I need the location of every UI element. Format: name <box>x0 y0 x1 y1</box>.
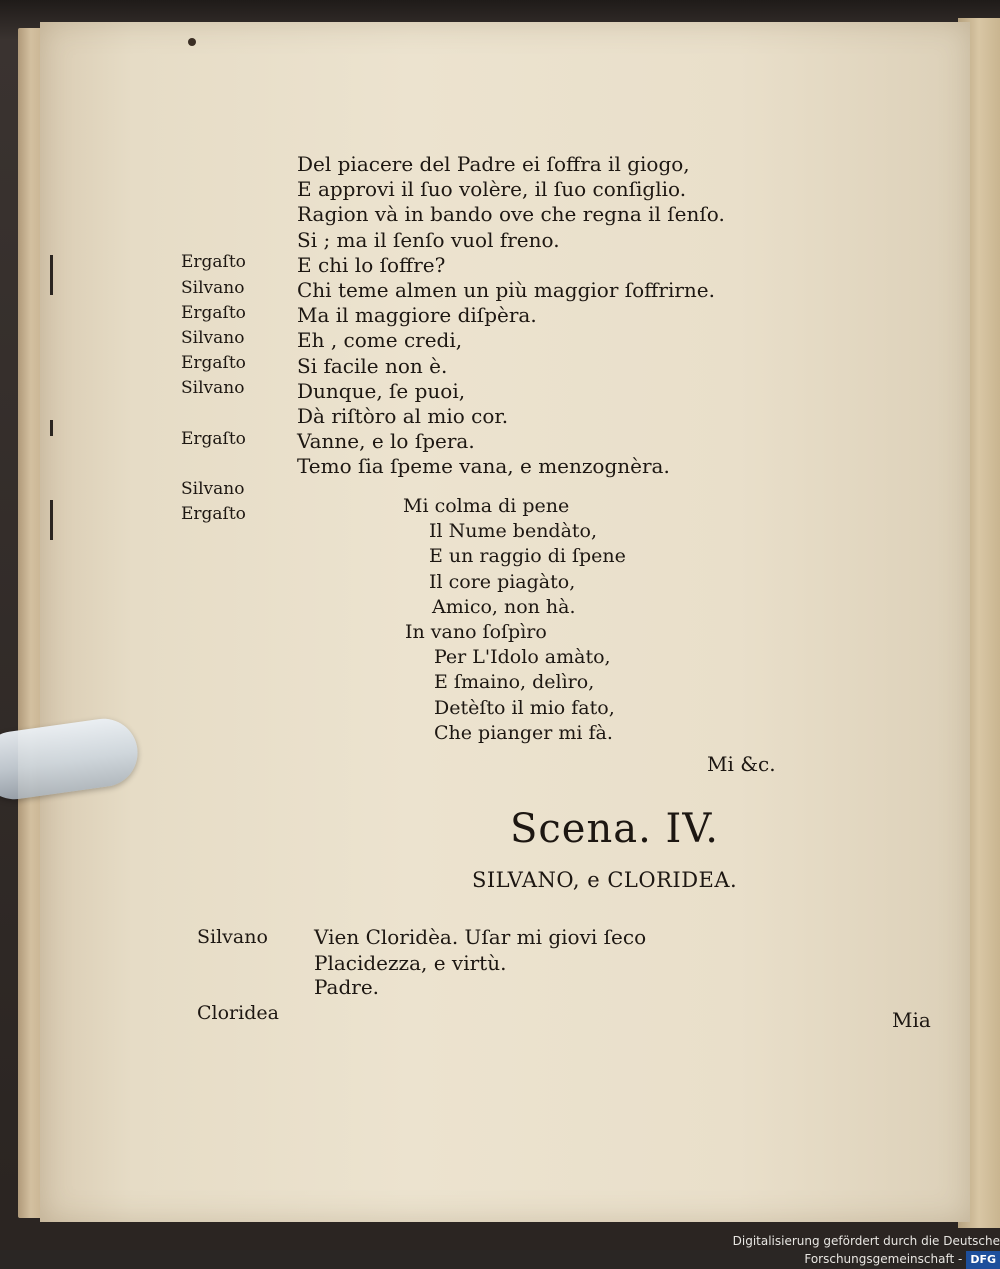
dialogue-line: E approvi il ſuo volère, il ſuo conſiglio. <box>297 177 687 202</box>
aria-line: In vano ſoſpìro <box>405 621 547 643</box>
dialogue-line: Si facile non è. <box>297 353 448 378</box>
dialogue-line: Padre. <box>314 975 380 999</box>
aria-line: E un raggio di ſpene <box>429 545 626 568</box>
scene-characters: SILVANO, e CLORIDEA. <box>472 868 738 892</box>
dialogue-line: Eh , come credi, <box>297 328 463 353</box>
aria-line: Amico, non hà. <box>432 595 576 618</box>
aria-repeat-marker: Mi &c. <box>707 752 776 776</box>
dialogue-line: Dunque, ſe puoi, <box>297 378 466 403</box>
catchword: Mia <box>892 1008 931 1032</box>
margin-marks <box>50 30 70 930</box>
speaker-label: Ergaſto <box>181 252 246 273</box>
speaker-label: Cloridea <box>197 1002 279 1024</box>
footer-credit <box>580 1232 1000 1266</box>
aria-line: Che pianger mi fà. <box>434 721 613 744</box>
dialogue-line: Temo ſia ſpeme vana, e menzognèra. <box>297 454 670 479</box>
footer-text: Digitalisierung gefördert durch die Deutsche Forschungsgemeinschaft - <box>732 1234 1000 1266</box>
speaker-label: Silvano <box>181 378 245 399</box>
dfg-logo: DFG <box>966 1251 1000 1269</box>
speaker-label: Ergaſto <box>181 302 246 323</box>
dialogue-line: Del piacere del Padre ei ſoffra il giogo, <box>297 152 690 176</box>
dialogue-line: Si ; ma il ſenſo vuol freno. <box>297 227 560 252</box>
aria-line: Per L'Idolo amàto, <box>434 646 611 669</box>
aria-line: E ſmaino, delìro, <box>434 671 595 694</box>
dialogue-line: Ragion và in bando ove che regna il ſenſo. <box>297 202 725 227</box>
dialogue-line: Vien Cloridèa. Uſar mi giovi ſeco <box>314 925 647 949</box>
dialogue-line: Ma il maggiore diſpèra. <box>297 303 537 328</box>
aria-line: Detèſto il mio fato, <box>434 696 615 719</box>
aria-line: Il core piagàto, <box>429 570 576 593</box>
speaker-label: Ergaſto <box>181 504 246 525</box>
dialogue-line: Placidezza, e virtù. <box>314 951 507 975</box>
speaker-label: Silvano <box>181 277 245 298</box>
speaker-label: Silvano <box>181 328 245 348</box>
dialogue-line: Dà riſtòro al mio cor. <box>297 404 509 428</box>
speaker-label: Silvano <box>197 926 268 948</box>
dialogue-line: E chi lo ſoffre? <box>297 252 446 277</box>
speaker-label: Ergaſto <box>181 428 246 449</box>
scene-heading: Scena. IV. <box>510 806 719 852</box>
aria-line: Mi colma di pene <box>403 495 570 517</box>
speaker-label: Silvano <box>181 479 245 500</box>
ink-spot <box>188 38 196 46</box>
dialogue-line: Chi teme almen un più maggior ſoffrirne. <box>297 278 715 302</box>
aria-line: Il Nume bendàto, <box>429 520 598 543</box>
dialogue-line: Vanne, e lo ſpera. <box>297 429 475 454</box>
speaker-label: Ergaſto <box>181 353 246 374</box>
